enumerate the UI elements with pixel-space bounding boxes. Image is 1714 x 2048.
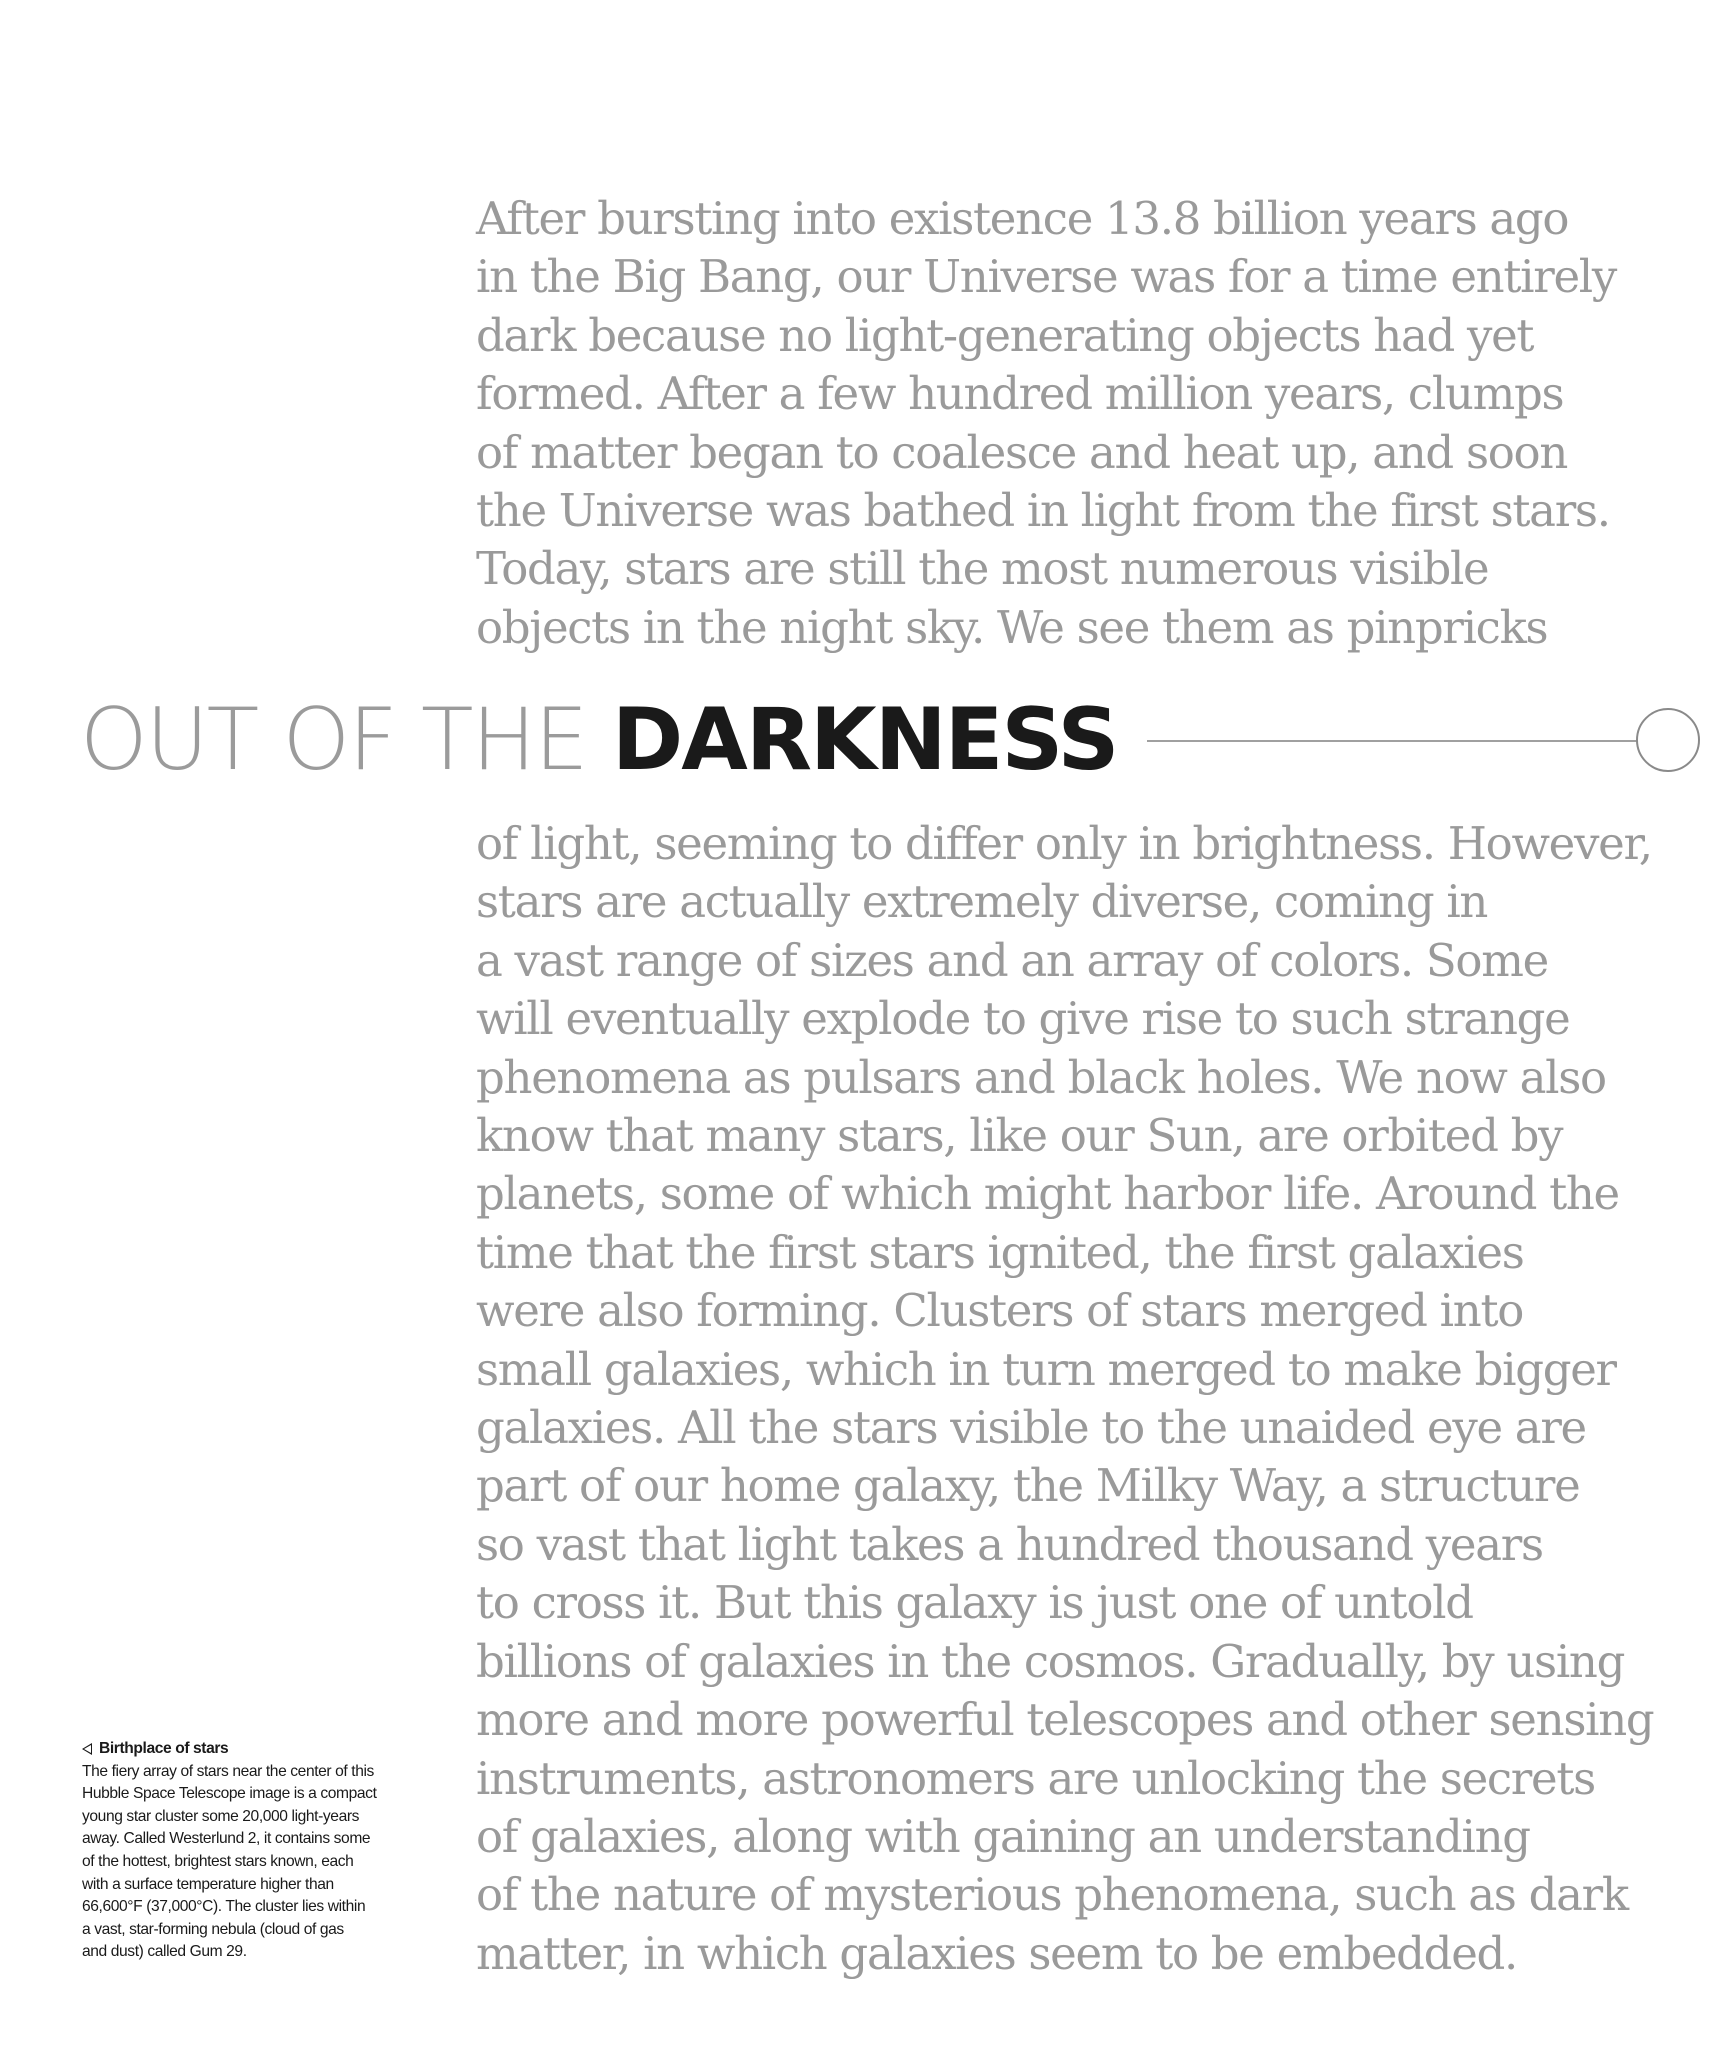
intro-line: dark because no light-generating objects had yet: [476, 308, 1534, 362]
caption-line: with a surface temperature higher than: [82, 1875, 334, 1893]
body-line: of galaxies, along with gaining an understanding: [476, 1809, 1530, 1863]
intro-line: of matter began to coalesce and heat up, and soon: [476, 425, 1568, 479]
body-line: billions of galaxies in the cosmos. Gradually, by using: [476, 1634, 1625, 1688]
left-triangle-icon: [82, 1743, 92, 1755]
body-line: small galaxies, which in turn merged to make bigger: [476, 1342, 1616, 1396]
title-bold-part: DARKNESS: [611, 690, 1118, 790]
caption-line: Hubble Space Telescope image is a compact: [82, 1785, 377, 1803]
intro-line: objects in the night sky. We see them as pinpricks: [476, 600, 1548, 654]
body-line: a vast range of sizes and an array of colors. Some: [476, 933, 1548, 987]
caption-line: a vast, star-forming nebula (cloud of gas: [82, 1920, 344, 1938]
intro-line: Today, stars are still the most numerous visible: [476, 542, 1489, 596]
intro-paragraph: [476, 190, 1656, 657]
body-line: of the nature of mysterious phenomena, such as dark: [476, 1868, 1628, 1922]
body-line: to cross it. But this galaxy is just one of untold: [476, 1576, 1473, 1630]
caption-title: Birthplace of stars: [99, 1740, 229, 1757]
body-line: stars are actually extremely diverse, coming in: [476, 875, 1488, 929]
body-line: part of our home galaxy, the Milky Way, a structure: [476, 1459, 1580, 1513]
caption-line: of the hottest, brightest stars known, each: [82, 1852, 354, 1870]
body-line: time that the first stars ignited, the first galaxies: [476, 1225, 1524, 1279]
body-paragraph: [476, 815, 1656, 1983]
intro-line: After bursting into existence 13.8 billion years ago: [476, 192, 1569, 245]
circle-icon: [1636, 708, 1700, 772]
body-line: instruments, astronomers are unlocking the secrets: [476, 1751, 1595, 1805]
intro-line: formed. After a few hundred million years, clumps: [476, 367, 1564, 421]
caption-line: 66,600°F (37,000°C). The cluster lies within: [82, 1898, 366, 1916]
body-line: so vast that light takes a hundred thousand years: [476, 1517, 1543, 1571]
body-line: were also forming. Clusters of stars merged into: [476, 1284, 1524, 1338]
caption-line: The fiery array of stars near the center of this: [82, 1762, 374, 1780]
intro-line: the Universe was bathed in light from the first stars.: [476, 484, 1610, 538]
caption-title-row: [82, 1738, 432, 1761]
caption-line: young star cluster some 20,000 light-years: [82, 1807, 360, 1825]
page-title: [80, 690, 1117, 790]
heading-rule-divider: [1147, 740, 1637, 742]
section-heading-row: [80, 690, 1640, 790]
body-line: planets, some of which might harbor life. Around the: [476, 1167, 1619, 1221]
body-line: galaxies. All the stars visible to the unaided eye are: [476, 1401, 1586, 1455]
image-caption: [82, 1738, 432, 1964]
caption-line: and dust) called Gum 29.: [82, 1943, 247, 1961]
body-line: phenomena as pulsars and black holes. We now also: [476, 1050, 1606, 1104]
title-light-part: OUT OF THE: [80, 690, 587, 790]
body-line: more and more powerful telescopes and other sensing: [476, 1693, 1654, 1747]
body-line: matter, in which galaxies seem to be embedded.: [476, 1926, 1518, 1980]
intro-line: in the Big Bang, our Universe was for a time entirely: [476, 250, 1616, 304]
caption-line: away. Called Westerlund 2, it contains some: [82, 1830, 371, 1848]
body-line: of light, seeming to differ only in brightness. However,: [476, 817, 1652, 870]
body-line: know that many stars, like our Sun, are orbited by: [476, 1109, 1563, 1163]
body-line: will eventually explode to give rise to such strange: [476, 992, 1570, 1046]
